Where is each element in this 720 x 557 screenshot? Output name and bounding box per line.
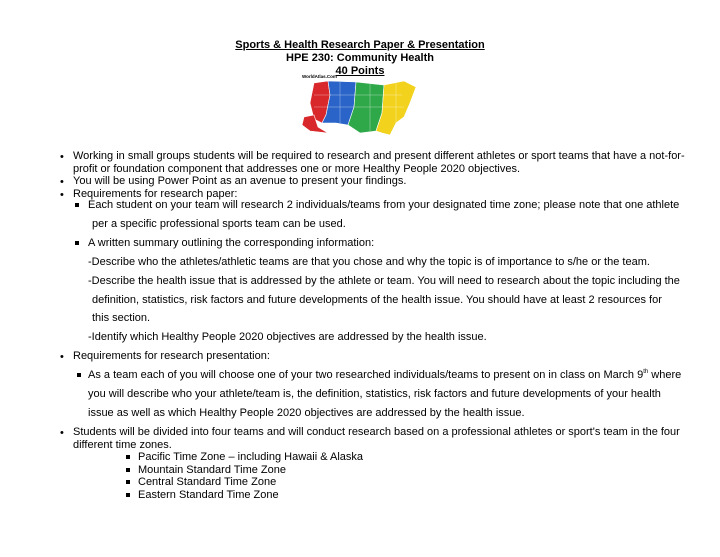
zone-item-central: Central Standard Time Zone [138,476,277,488]
presentation-heading: Requirements for research presentation: [73,350,270,362]
presentation-item-line-1 [88,369,681,382]
paper-item-2: A written summary outlining the corresponding information: [88,237,375,249]
square-bullet [126,480,130,484]
paper-detail-3: -Identify which Healthy People 2020 objectives are addressed by the health issue. [88,331,487,343]
map-site-label: WorldAtlas.Com [302,74,337,79]
zone-item-pacific: Pacific Time Zone – including Hawaii & Alaska [138,451,363,463]
intro-bullet-1-line-2: profit or foundation component that addresses one or more Healthy People 2020 objectives. [73,163,520,175]
paper-detail-2-line-1: -Describe the health issue that is addressed by the athlete or team. You will need to research about the topic including the [88,275,680,287]
paper-item-1-line-2: per a specific professional sports team can be used. [92,218,346,230]
square-bullet [126,493,130,497]
teams-bullet-line-1: Students will be divided into four teams and will conduct research based on a professional athletes or sport's team in the four [73,426,680,438]
square-bullet [77,373,81,377]
time-zone-map [300,73,426,139]
bullet [60,189,64,202]
paper-detail-1: -Describe who the athletes/athletic teams are that you chose and why the topic is of importance to s/he or the team. [88,256,650,268]
square-bullet [126,468,130,472]
presentation-item-text-end: where [648,369,682,381]
zone-item-eastern: Eastern Standard Time Zone [138,489,279,501]
bullet [60,427,64,440]
paper-detail-2-line-3: this section. [92,312,151,324]
teams-bullet-line-2: different time zones. [73,439,172,451]
square-bullet [75,203,79,207]
presentation-item-line-3: issue as well as which Healthy People 2020 objectives are addressed by the health issue. [88,407,525,419]
paper-detail-2-line-2: definition, statistics, risk factors and future developments of the health issue. You should have at least 2 resources for [92,294,662,306]
presentation-item-text: As a team each of you will choose one of your two researched individuals/teams to present on in class on March 9 [88,369,644,381]
document-title: Sports & Health Research Paper & Presentation [235,39,485,51]
date-suffix: th [643,369,649,375]
bullet [60,151,64,164]
zone-item-mountain: Mountain Standard Time Zone [138,464,286,476]
paper-item-1-line-1: Each student on your team will research 2 individuals/teams from your designated time zone; please note that one athlete [88,199,680,211]
points-label: 40 Points [335,65,385,77]
square-bullet [126,455,130,459]
presentation-item-line-2: you will describe who your athlete/team is, the definition, statistics, risk factors and future developments of your health [88,388,661,400]
course-name: HPE 230: Community Health [286,52,434,64]
bullet [60,351,64,364]
intro-bullet-3: Requirements for research paper: [73,188,238,200]
bullet [60,176,64,189]
square-bullet [75,241,79,245]
intro-bullet-1-line-1: Working in small groups students will be required to research and present different athletes or sport teams that have a not-for- [73,150,685,162]
intro-bullet-2: You will be using Power Point as an avenue to present your findings. [73,175,407,187]
